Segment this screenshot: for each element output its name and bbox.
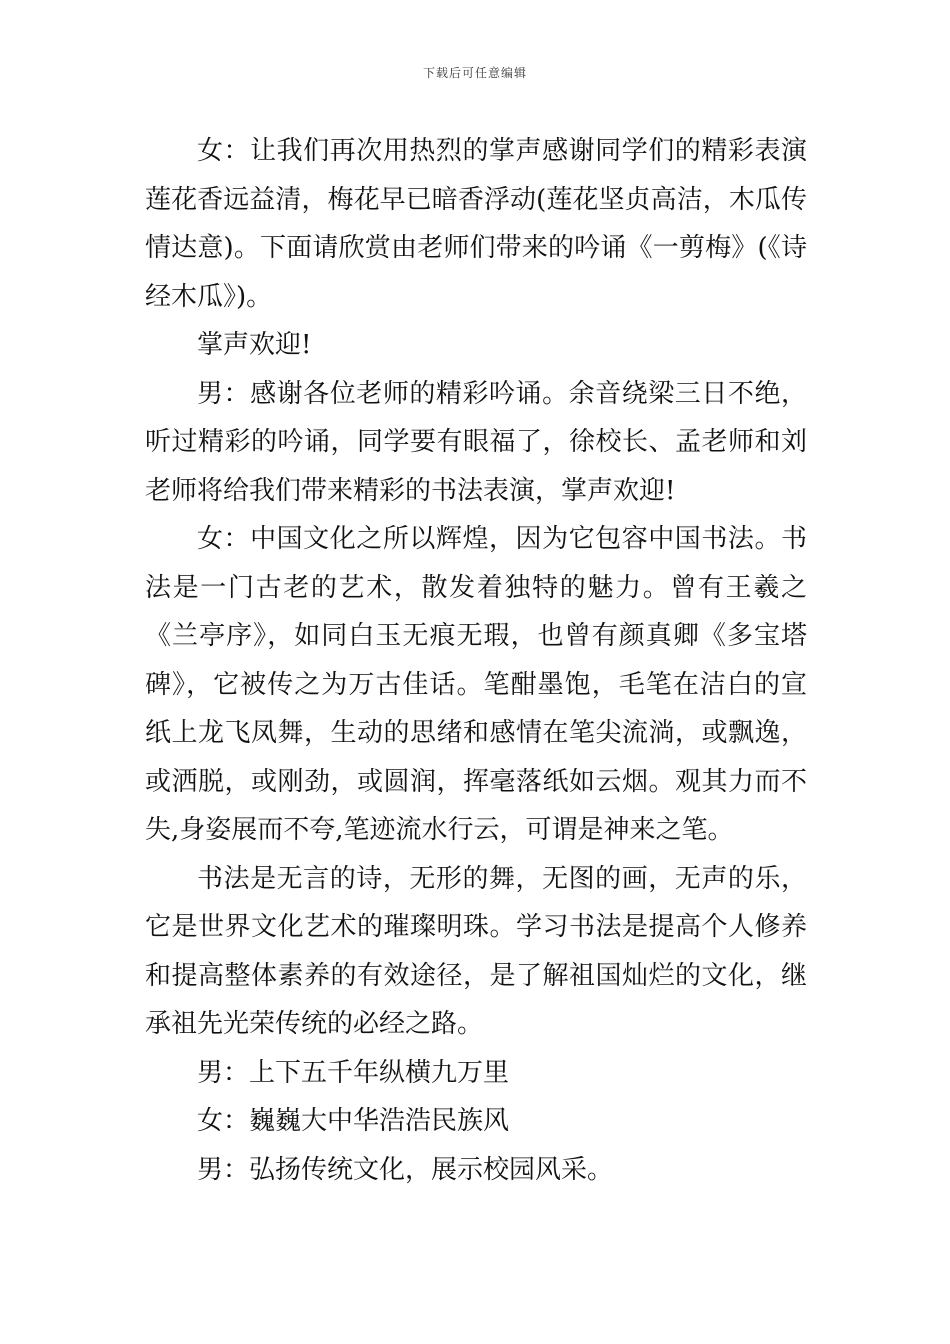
paragraph-female-intro: 女：让我们再次用热烈的掌声感谢同学们的精彩表演莲花香远益清，梅花早已暗香浮动(莲花坚贞高洁，木瓜传情达意)。下面请欣赏由老师们带来的吟诵《一剪梅》(《诗经木瓜》)。 (145, 136, 807, 312)
document-body (145, 127, 807, 1194)
paragraph-male-line: 男：上下五千年纵横九万里 (197, 1057, 510, 1088)
paragraph-calligraphy-praise: 书法是无言的诗，无形的舞，无图的画，无声的乐，它是世界文化艺术的璀璨明珠。学习书法是提高个人修养和提高整体素养的有效途径，是了解祖国灿烂的文化，继承祖先光荣传统的必经之路。 (145, 863, 807, 1039)
paragraph-female-line: 女：巍巍大中华浩浩民族风 (197, 1106, 510, 1136)
paragraph-male-closing: 男：弘扬传统文化，展示校园风采。 (197, 1154, 614, 1185)
paragraph-female-calligraphy: 女：中国文化之所以辉煌，因为它包容中国书法。书法是一门古老的艺术，散发着独特的魅力。曾有王羲之《兰亭序》，如同白玉无痕无瑕，也曾有颜真卿《多宝塔碑》，它被传之为万古佳话。笔酣墨饱，毛笔在洁白的宣纸上龙飞凤舞，生动的思绪和感情在笔尖流淌，或飘逸，或洒脱，或刚劲，或圆润，挥毫落纸如云烟。观其力而不失,身姿展而不夸,笔迹流水行云，可谓是神来之笔。 (145, 524, 807, 845)
paragraph-male-thanks: 男：感谢各位老师的精彩吟诵。余音绕梁三日不绝，听过精彩的吟诵，同学要有眼福了，徐校长、孟老师和刘老师将给我们带来精彩的书法表演，掌声欢迎! (145, 378, 807, 506)
paragraph-applause: 掌声欢迎! (197, 330, 312, 360)
page-header: 下载后可任意编辑 (422, 66, 527, 80)
